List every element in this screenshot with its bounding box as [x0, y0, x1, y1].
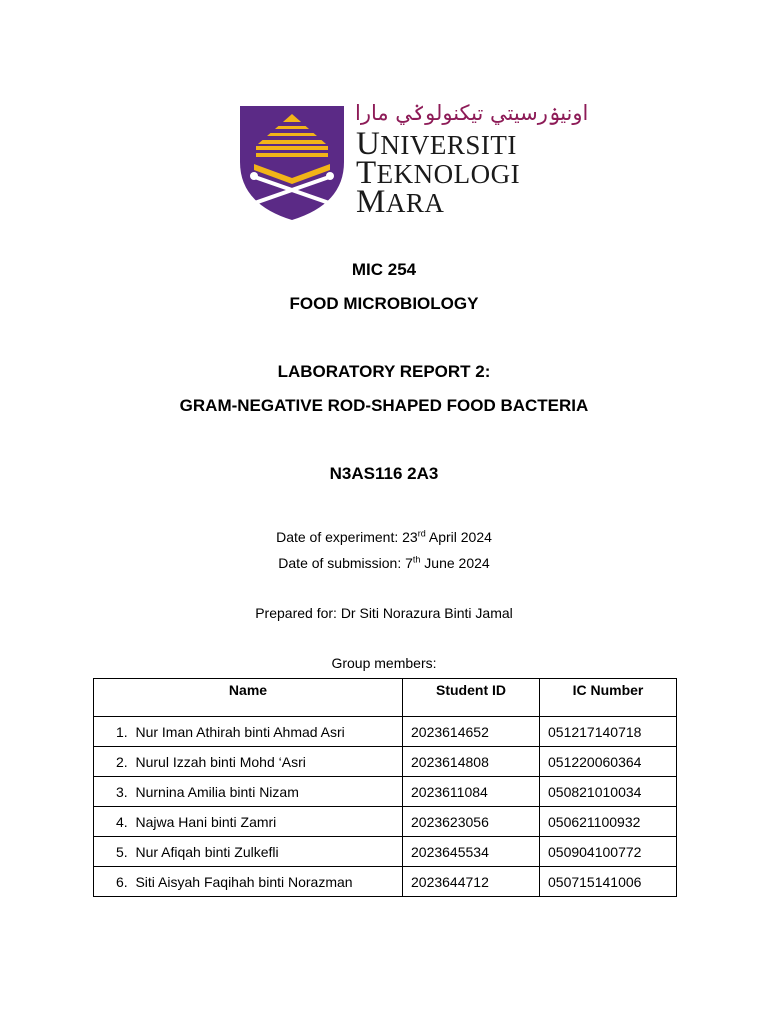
- prepared-for: Prepared for: Dr Siti Norazura Binti Jamal: [255, 605, 513, 621]
- report-subtitle: GRAM-NEGATIVE ROD-SHAPED FOOD BACTERIA: [179, 396, 589, 415]
- member-name: 2. Nurul Izzah binti Mohd ‘Asri: [94, 747, 403, 777]
- table-row: [94, 807, 677, 837]
- table-row: [94, 777, 677, 807]
- ic-number: 051217140718: [540, 717, 677, 747]
- table-row: [94, 837, 677, 867]
- student-id: 2023644712: [403, 867, 540, 897]
- logo-word-universiti: UNIVERSITI: [356, 126, 517, 162]
- group-members-label: Group members:: [331, 655, 437, 671]
- member-name: 5. Nur Afiqah binti Zulkefli: [94, 837, 403, 867]
- logo-word-mara: MARA: [356, 184, 445, 220]
- ic-number: 050621100932: [540, 807, 677, 837]
- header-name: Name: [94, 679, 403, 717]
- group-code: N3AS116 2A3: [329, 464, 439, 483]
- uitm-shield-icon: [236, 104, 348, 222]
- member-name: 3. Nurnina Amilia binti Nizam: [94, 777, 403, 807]
- experiment-date: Date of experiment: 23rd April 2024: [276, 528, 492, 545]
- member-name: 4. Najwa Hani binti Zamri: [94, 807, 403, 837]
- course-name: FOOD MICROBIOLOGY: [289, 294, 479, 313]
- header-ic-number: IC Number: [540, 679, 677, 717]
- student-id: 2023611084: [403, 777, 540, 807]
- student-id: 2023614808: [403, 747, 540, 777]
- table-row: [94, 747, 677, 777]
- student-id: 2023645534: [403, 837, 540, 867]
- report-title: LABORATORY REPORT 2:: [277, 362, 491, 381]
- header-student-id: Student ID: [403, 679, 540, 717]
- course-code: MIC 254: [351, 260, 417, 279]
- student-id: 2023614652: [403, 717, 540, 747]
- ic-number: 050821010034: [540, 777, 677, 807]
- table-header-row: [94, 679, 677, 717]
- member-name: 1. Nur Iman Athirah binti Ahmad Asri: [94, 717, 403, 747]
- jawi-script-text: اونيۏرسيتي تيكنولوݢي مارا: [355, 101, 589, 125]
- logo-word-teknologi: TEKNOLOGI: [356, 155, 521, 191]
- submission-date: Date of submission: 7th June 2024: [278, 554, 490, 571]
- table-row: [94, 717, 677, 747]
- student-id: 2023623056: [403, 807, 540, 837]
- ic-number: 050715141006: [540, 867, 677, 897]
- group-members-table: [93, 678, 677, 897]
- table-row: [94, 867, 677, 897]
- member-name: 6. Siti Aisyah Faqihah binti Norazman: [94, 867, 403, 897]
- ic-number: 051220060364: [540, 747, 677, 777]
- university-logo: [232, 96, 589, 226]
- ic-number: 050904100772: [540, 837, 677, 867]
